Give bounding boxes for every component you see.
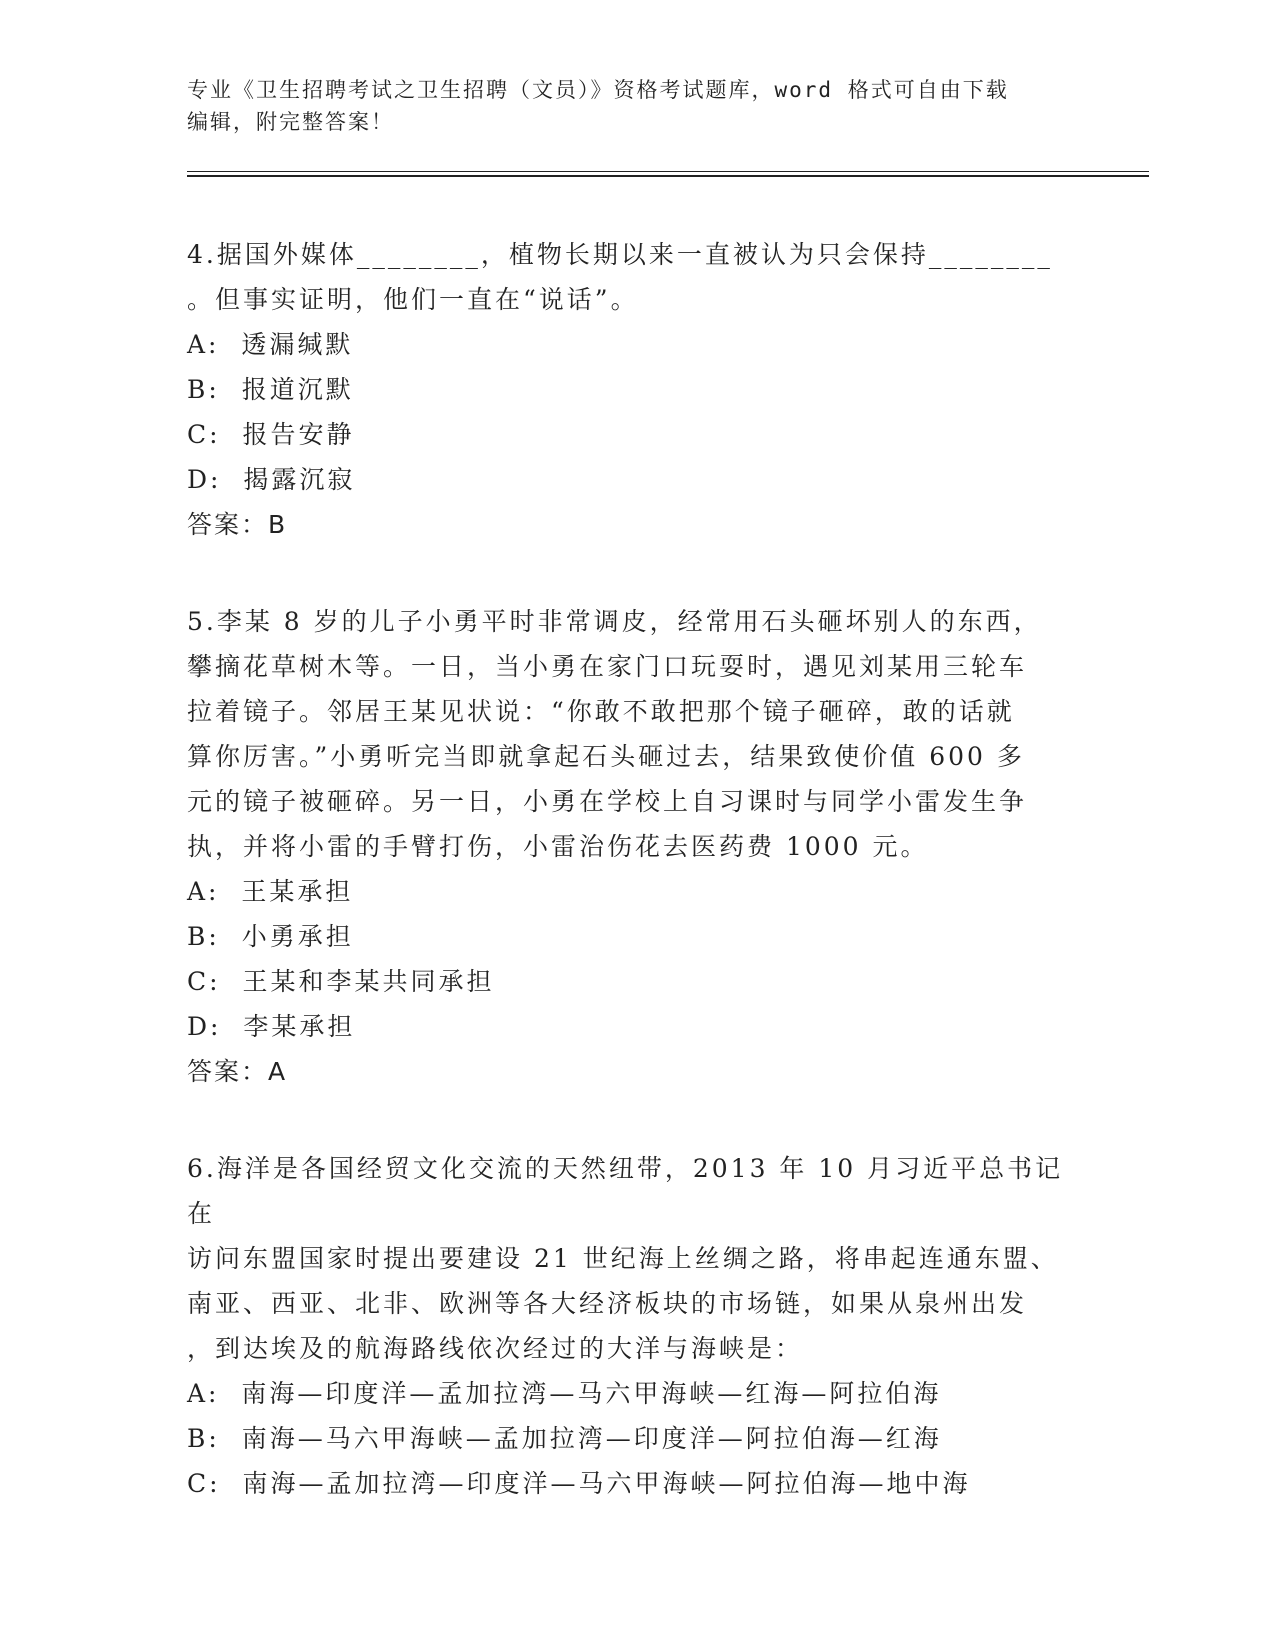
document-header (187, 74, 1087, 138)
question-stem-line: 攀摘花草树木等。一日，当小勇在家门口玩耍时，遇见刘某用三轮车 (187, 652, 1028, 681)
option-c: C: 报告安静 (187, 420, 355, 449)
question-6 (187, 1146, 1087, 1506)
question-5 (187, 599, 1087, 1094)
option-a: A: 透漏缄默 (187, 330, 354, 359)
question-stem-line: 5.李某 8 岁的儿子小勇平时非常调皮，经常用石头砸坏别人的东西， (187, 607, 1042, 636)
answer-label: 答案：A (187, 1057, 288, 1086)
header-line-2: 编辑，附完整答案！ (187, 110, 394, 134)
header-divider-thick (187, 175, 1149, 177)
question-stem-line: 4.据国外媒体________，植物长期以来一直被认为只会保持________ (187, 240, 1053, 269)
question-stem-line: ，到达埃及的航海路线依次经过的大洋与海峡是： (187, 1334, 804, 1363)
question-stem-line: 访问东盟国家时提出要建设 21 世纪海上丝绸之路，将串起连通东盟、 (187, 1244, 1059, 1273)
question-stem-line: 算你厉害。”小勇听完当即就拿起石头砸过去，结果致使价值 600 多 (187, 742, 1025, 771)
option-d: D: 李某承担 (187, 1012, 356, 1041)
question-stem-line: 元的镜子被砸碎。另一日，小勇在学校上自习课时与同学小雷发生争 (187, 787, 1028, 816)
option-d: D: 揭露沉寂 (187, 465, 356, 494)
question-stem-line: 。但事实证明，他们一直在“说话”。 (187, 285, 639, 314)
header-line-1: 专业《卫生招聘考试之卫生招聘（文员）》资格考试题库，word 格式可自由下载 (187, 78, 1009, 102)
header-divider-thin (187, 171, 1149, 172)
option-a: A: 南海—印度洋—孟加拉湾—马六甲海峡—红海—阿拉伯海 (187, 1379, 942, 1408)
question-stem-line: 执，并将小雷的手臂打伤，小雷治伤花去医药费 1000 元。 (187, 832, 929, 861)
option-c: C: 王某和李某共同承担 (187, 967, 495, 996)
question-list (187, 232, 1087, 1558)
question-stem-line: 拉着镜子。邻居王某见状说：“你敢不敢把那个镜子砸碎，敢的话就 (187, 697, 1015, 726)
option-c: C: 南海—孟加拉湾—印度洋—马六甲海峡—阿拉伯海—地中海 (187, 1469, 971, 1498)
question-4 (187, 232, 1087, 547)
question-stem-line: 6.海洋是各国经贸文化交流的天然纽带，2013 年 10 月习近平总书记在 (187, 1154, 1064, 1228)
answer-label: 答案：B (187, 510, 288, 539)
option-b: B: 小勇承担 (187, 922, 354, 951)
question-stem-line: 南亚、西亚、北非、欧洲等各大经济板块的市场链，如果从泉州出发 (187, 1289, 1028, 1318)
option-b: B: 报道沉默 (187, 375, 354, 404)
option-b: B: 南海—马六甲海峡—孟加拉湾—印度洋—阿拉伯海—红海 (187, 1424, 942, 1453)
option-a: A: 王某承担 (187, 877, 354, 906)
